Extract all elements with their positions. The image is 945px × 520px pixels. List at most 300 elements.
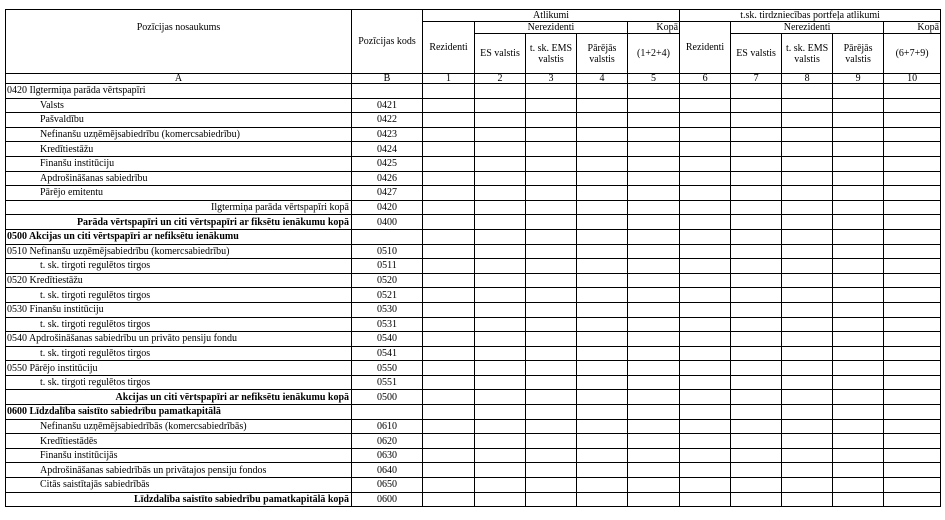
value-cell[interactable] [884, 390, 941, 405]
value-cell[interactable] [526, 186, 577, 201]
value-cell[interactable] [782, 390, 833, 405]
value-cell[interactable] [628, 375, 680, 390]
value-cell[interactable] [475, 244, 526, 259]
value-cell[interactable] [884, 259, 941, 274]
value-cell[interactable] [423, 215, 475, 230]
value-cell[interactable] [833, 273, 884, 288]
value-cell[interactable] [833, 127, 884, 142]
value-cell[interactable] [475, 273, 526, 288]
value-cell[interactable] [577, 478, 628, 493]
value-cell[interactable] [782, 492, 833, 507]
value-cell[interactable] [680, 113, 731, 128]
column-letter: 6 [680, 74, 731, 84]
value-cell[interactable] [782, 302, 833, 317]
value-cell[interactable] [731, 215, 782, 230]
table-row [6, 419, 941, 434]
value-cell[interactable] [680, 127, 731, 142]
header-residents-2: Rezidenti [680, 22, 731, 74]
value-cell[interactable] [577, 229, 628, 244]
value-cell[interactable] [782, 405, 833, 420]
value-cell[interactable] [475, 332, 526, 347]
value-cell[interactable] [475, 288, 526, 303]
value-cell[interactable] [628, 346, 680, 361]
value-cell[interactable] [423, 463, 475, 478]
value-cell[interactable] [833, 156, 884, 171]
value-cell[interactable] [526, 244, 577, 259]
value-cell[interactable] [680, 332, 731, 347]
value-cell[interactable] [833, 244, 884, 259]
value-cell[interactable] [731, 361, 782, 376]
value-cell[interactable] [423, 478, 475, 493]
value-cell[interactable] [526, 200, 577, 215]
value-cell[interactable] [731, 434, 782, 449]
value-cell[interactable] [680, 346, 731, 361]
value-cell[interactable] [423, 156, 475, 171]
value-cell[interactable] [577, 361, 628, 376]
value-cell[interactable] [628, 448, 680, 463]
value-cell[interactable] [475, 419, 526, 434]
value-cell[interactable] [628, 113, 680, 128]
value-cell[interactable] [423, 434, 475, 449]
value-cell[interactable] [475, 375, 526, 390]
value-cell[interactable] [884, 113, 941, 128]
value-cell[interactable] [782, 171, 833, 186]
value-cell[interactable] [475, 434, 526, 449]
value-cell[interactable] [526, 317, 577, 332]
value-cell[interactable] [884, 492, 941, 507]
value-cell[interactable] [833, 332, 884, 347]
row-label: 0550 Pārējo institūciju [6, 361, 352, 376]
value-cell[interactable] [782, 434, 833, 449]
value-cell[interactable] [577, 171, 628, 186]
value-cell[interactable] [577, 405, 628, 420]
value-cell[interactable] [526, 302, 577, 317]
value-cell[interactable] [731, 84, 782, 99]
value-cell[interactable] [731, 346, 782, 361]
value-cell[interactable] [833, 229, 884, 244]
value-cell[interactable] [577, 317, 628, 332]
value-cell[interactable] [577, 375, 628, 390]
value-cell[interactable] [680, 463, 731, 478]
value-cell[interactable] [782, 98, 833, 113]
table-row [6, 390, 941, 405]
value-cell[interactable] [680, 84, 731, 99]
value-cell[interactable] [731, 259, 782, 274]
value-cell[interactable] [526, 171, 577, 186]
value-cell[interactable] [577, 259, 628, 274]
value-cell[interactable] [782, 361, 833, 376]
value-cell[interactable] [628, 492, 680, 507]
value-cell[interactable] [526, 332, 577, 347]
value-cell[interactable] [833, 361, 884, 376]
value-cell[interactable] [680, 186, 731, 201]
value-cell[interactable] [680, 288, 731, 303]
value-cell[interactable] [423, 259, 475, 274]
value-cell[interactable] [833, 478, 884, 493]
value-cell[interactable] [526, 448, 577, 463]
value-cell[interactable] [884, 463, 941, 478]
value-cell[interactable] [628, 434, 680, 449]
value-cell[interactable] [526, 478, 577, 493]
value-cell[interactable] [423, 317, 475, 332]
value-cell[interactable] [628, 463, 680, 478]
value-cell[interactable] [884, 405, 941, 420]
value-cell[interactable] [782, 346, 833, 361]
value-cell[interactable] [423, 448, 475, 463]
value-cell[interactable] [475, 317, 526, 332]
value-cell[interactable] [577, 463, 628, 478]
value-cell[interactable] [884, 346, 941, 361]
value-cell[interactable] [731, 186, 782, 201]
value-cell[interactable] [833, 390, 884, 405]
column-letter: 2 [475, 74, 526, 84]
value-cell[interactable] [731, 244, 782, 259]
value-cell[interactable] [833, 171, 884, 186]
value-cell[interactable] [731, 142, 782, 157]
value-cell[interactable] [577, 434, 628, 449]
value-cell[interactable] [628, 127, 680, 142]
value-cell[interactable] [423, 171, 475, 186]
value-cell[interactable] [731, 273, 782, 288]
value-cell[interactable] [526, 229, 577, 244]
value-cell[interactable] [628, 200, 680, 215]
value-cell[interactable] [680, 229, 731, 244]
value-cell[interactable] [680, 171, 731, 186]
value-cell[interactable] [731, 478, 782, 493]
value-cell[interactable] [577, 302, 628, 317]
value-cell[interactable] [628, 98, 680, 113]
value-cell[interactable] [628, 478, 680, 493]
value-cell[interactable] [782, 186, 833, 201]
value-cell[interactable] [680, 156, 731, 171]
value-cell[interactable] [731, 448, 782, 463]
value-cell[interactable] [628, 273, 680, 288]
value-cell[interactable] [884, 142, 941, 157]
value-cell[interactable] [628, 332, 680, 347]
value-cell[interactable] [884, 200, 941, 215]
value-cell[interactable] [628, 186, 680, 201]
value-cell[interactable] [884, 375, 941, 390]
value-cell[interactable] [475, 215, 526, 230]
value-cell[interactable] [475, 448, 526, 463]
value-cell[interactable] [884, 229, 941, 244]
value-cell[interactable] [680, 244, 731, 259]
value-cell[interactable] [782, 127, 833, 142]
value-cell[interactable] [833, 448, 884, 463]
value-cell[interactable] [680, 98, 731, 113]
value-cell[interactable] [833, 405, 884, 420]
value-cell[interactable] [628, 259, 680, 274]
value-cell[interactable] [680, 273, 731, 288]
value-cell[interactable] [423, 113, 475, 128]
value-cell[interactable] [782, 478, 833, 493]
value-cell[interactable] [475, 259, 526, 274]
value-cell[interactable] [884, 288, 941, 303]
value-cell[interactable] [475, 390, 526, 405]
value-cell[interactable] [680, 317, 731, 332]
value-cell[interactable] [731, 302, 782, 317]
value-cell[interactable] [526, 405, 577, 420]
value-cell[interactable] [526, 215, 577, 230]
value-cell[interactable] [833, 492, 884, 507]
value-cell[interactable] [884, 478, 941, 493]
value-cell[interactable] [577, 448, 628, 463]
value-cell[interactable] [577, 113, 628, 128]
value-cell[interactable] [577, 244, 628, 259]
value-cell[interactable] [577, 156, 628, 171]
value-cell[interactable] [577, 84, 628, 99]
value-cell[interactable] [833, 317, 884, 332]
value-cell[interactable] [833, 288, 884, 303]
value-cell[interactable] [680, 361, 731, 376]
value-cell[interactable] [475, 229, 526, 244]
value-cell[interactable] [833, 200, 884, 215]
value-cell[interactable] [884, 448, 941, 463]
value-cell[interactable] [731, 200, 782, 215]
row-code: 0421 [352, 98, 423, 113]
value-cell[interactable] [833, 98, 884, 113]
value-cell[interactable] [475, 127, 526, 142]
value-cell[interactable] [731, 113, 782, 128]
value-cell[interactable] [526, 361, 577, 376]
value-cell[interactable] [628, 142, 680, 157]
value-cell[interactable] [526, 375, 577, 390]
value-cell[interactable] [833, 302, 884, 317]
value-cell[interactable] [526, 127, 577, 142]
value-cell[interactable] [526, 463, 577, 478]
value-cell[interactable] [628, 405, 680, 420]
value-cell[interactable] [680, 434, 731, 449]
value-cell[interactable] [628, 215, 680, 230]
value-cell[interactable] [423, 229, 475, 244]
value-cell[interactable] [628, 361, 680, 376]
value-cell[interactable] [680, 259, 731, 274]
value-cell[interactable] [475, 156, 526, 171]
value-cell[interactable] [475, 346, 526, 361]
value-cell[interactable] [577, 332, 628, 347]
value-cell[interactable] [884, 244, 941, 259]
value-cell[interactable] [423, 142, 475, 157]
value-cell[interactable] [731, 98, 782, 113]
value-cell[interactable] [731, 405, 782, 420]
value-cell[interactable] [782, 156, 833, 171]
value-cell[interactable] [884, 186, 941, 201]
value-cell[interactable] [526, 273, 577, 288]
value-cell[interactable] [628, 244, 680, 259]
value-cell[interactable] [475, 492, 526, 507]
value-cell[interactable] [423, 492, 475, 507]
value-cell[interactable] [475, 463, 526, 478]
value-cell[interactable] [884, 98, 941, 113]
value-cell[interactable] [526, 419, 577, 434]
row-label: Parāda vērtspapīri un citi vērtspapīri ar fiksētu ienākumu kopā [6, 215, 352, 230]
value-cell[interactable] [833, 113, 884, 128]
value-cell[interactable] [884, 215, 941, 230]
value-cell[interactable] [577, 215, 628, 230]
value-cell[interactable] [782, 200, 833, 215]
value-cell[interactable] [423, 346, 475, 361]
value-cell[interactable] [423, 200, 475, 215]
value-cell[interactable] [526, 434, 577, 449]
value-cell[interactable] [628, 288, 680, 303]
value-cell[interactable] [782, 448, 833, 463]
value-cell[interactable] [526, 142, 577, 157]
value-cell[interactable] [884, 302, 941, 317]
value-cell[interactable] [423, 288, 475, 303]
value-cell[interactable] [577, 98, 628, 113]
value-cell[interactable] [782, 113, 833, 128]
value-cell[interactable] [423, 84, 475, 99]
value-cell[interactable] [782, 419, 833, 434]
value-cell[interactable] [833, 142, 884, 157]
value-cell[interactable] [423, 332, 475, 347]
value-cell[interactable] [680, 419, 731, 434]
value-cell[interactable] [475, 84, 526, 99]
value-cell[interactable] [731, 156, 782, 171]
value-cell[interactable] [782, 259, 833, 274]
value-cell[interactable] [526, 492, 577, 507]
value-cell[interactable] [680, 215, 731, 230]
value-cell[interactable] [423, 273, 475, 288]
value-cell[interactable] [577, 492, 628, 507]
value-cell[interactable] [475, 171, 526, 186]
value-cell[interactable] [475, 405, 526, 420]
value-cell[interactable] [782, 375, 833, 390]
value-cell[interactable] [731, 463, 782, 478]
value-cell[interactable] [577, 186, 628, 201]
value-cell[interactable] [782, 244, 833, 259]
value-cell[interactable] [884, 317, 941, 332]
value-cell[interactable] [475, 186, 526, 201]
value-cell[interactable] [782, 463, 833, 478]
value-cell[interactable] [884, 84, 941, 99]
value-cell[interactable] [628, 390, 680, 405]
value-cell[interactable] [782, 317, 833, 332]
value-cell[interactable] [628, 171, 680, 186]
value-cell[interactable] [526, 98, 577, 113]
value-cell[interactable] [577, 419, 628, 434]
value-cell[interactable] [423, 98, 475, 113]
value-cell[interactable] [680, 448, 731, 463]
value-cell[interactable] [423, 244, 475, 259]
value-cell[interactable] [884, 156, 941, 171]
value-cell[interactable] [577, 127, 628, 142]
value-cell[interactable] [526, 390, 577, 405]
value-cell[interactable] [731, 375, 782, 390]
value-cell[interactable] [628, 229, 680, 244]
value-cell[interactable] [423, 375, 475, 390]
value-cell[interactable] [782, 215, 833, 230]
value-cell[interactable] [475, 98, 526, 113]
value-cell[interactable] [782, 288, 833, 303]
value-cell[interactable] [577, 346, 628, 361]
value-cell[interactable] [782, 273, 833, 288]
value-cell[interactable] [475, 200, 526, 215]
value-cell[interactable] [680, 390, 731, 405]
value-cell[interactable] [423, 302, 475, 317]
table-row [6, 405, 941, 420]
value-cell[interactable] [833, 259, 884, 274]
value-cell[interactable] [423, 390, 475, 405]
value-cell[interactable] [577, 390, 628, 405]
value-cell[interactable] [680, 200, 731, 215]
value-cell[interactable] [731, 390, 782, 405]
value-cell[interactable] [628, 302, 680, 317]
value-cell[interactable] [731, 419, 782, 434]
value-cell[interactable] [526, 346, 577, 361]
value-cell[interactable] [628, 419, 680, 434]
value-cell[interactable] [833, 215, 884, 230]
value-cell[interactable] [475, 302, 526, 317]
value-cell[interactable] [731, 332, 782, 347]
value-cell[interactable] [833, 186, 884, 201]
value-cell[interactable] [577, 273, 628, 288]
value-cell[interactable] [884, 419, 941, 434]
value-cell[interactable] [423, 419, 475, 434]
value-cell[interactable] [884, 332, 941, 347]
value-cell[interactable] [782, 142, 833, 157]
value-cell[interactable] [833, 419, 884, 434]
value-cell[interactable] [782, 229, 833, 244]
value-cell[interactable] [628, 156, 680, 171]
value-cell[interactable] [680, 492, 731, 507]
table-row [6, 200, 941, 215]
value-cell[interactable] [526, 113, 577, 128]
value-cell[interactable] [731, 171, 782, 186]
value-cell[interactable] [884, 273, 941, 288]
value-cell[interactable] [884, 127, 941, 142]
value-cell[interactable] [423, 361, 475, 376]
value-cell[interactable] [475, 113, 526, 128]
value-cell[interactable] [833, 84, 884, 99]
value-cell[interactable] [423, 127, 475, 142]
value-cell[interactable] [731, 492, 782, 507]
value-cell[interactable] [628, 317, 680, 332]
value-cell[interactable] [475, 478, 526, 493]
value-cell[interactable] [577, 142, 628, 157]
value-cell[interactable] [884, 171, 941, 186]
value-cell[interactable] [731, 317, 782, 332]
value-cell[interactable] [526, 288, 577, 303]
value-cell[interactable] [731, 288, 782, 303]
value-cell[interactable] [680, 142, 731, 157]
value-cell[interactable] [884, 361, 941, 376]
value-cell[interactable] [680, 405, 731, 420]
value-cell[interactable] [423, 405, 475, 420]
value-cell[interactable] [833, 346, 884, 361]
value-cell[interactable] [731, 229, 782, 244]
value-cell[interactable] [577, 288, 628, 303]
value-cell[interactable] [782, 84, 833, 99]
value-cell[interactable] [731, 127, 782, 142]
value-cell[interactable] [577, 200, 628, 215]
value-cell[interactable] [680, 375, 731, 390]
value-cell[interactable] [680, 478, 731, 493]
value-cell[interactable] [526, 259, 577, 274]
value-cell[interactable] [884, 434, 941, 449]
value-cell[interactable] [526, 84, 577, 99]
value-cell[interactable] [628, 84, 680, 99]
value-cell[interactable] [526, 156, 577, 171]
value-cell[interactable] [423, 186, 475, 201]
value-cell[interactable] [475, 142, 526, 157]
value-cell[interactable] [680, 302, 731, 317]
value-cell[interactable] [782, 332, 833, 347]
value-cell[interactable] [833, 463, 884, 478]
value-cell[interactable] [833, 434, 884, 449]
value-cell[interactable] [833, 375, 884, 390]
value-cell[interactable] [475, 361, 526, 376]
